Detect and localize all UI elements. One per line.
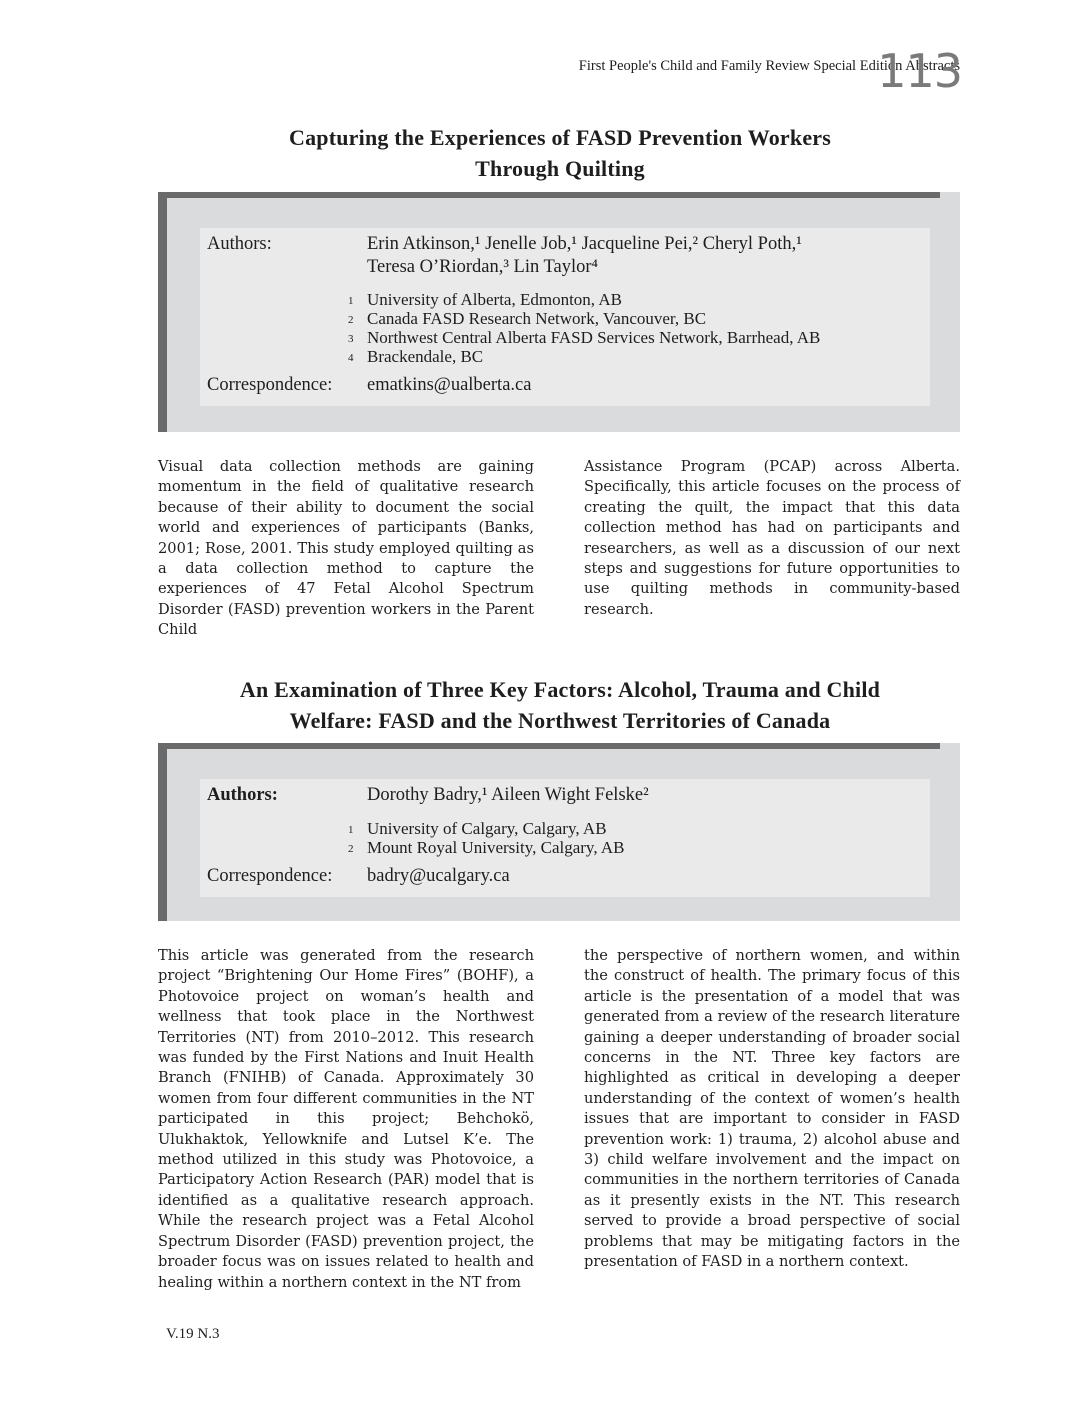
panel-left-rule bbox=[158, 743, 167, 921]
article2-body-right: the perspective of northern women, and within the construct of health. The primary focus of this article is the presentation of a model that was generated from a review of the research literature gaining a deeper understanding of broader social concerns in the NT. Three key factors are highlighted as critical in developing a deeper understanding of the context of women’s health issues that are important to consider in FASD prevention work: 1) trauma, 2) alcohol abuse and 3) child welfare involvement and the impact on communities in the northern territories of Canada as it presently exists in the NT. This research served to provide a broad perspective of social problems that may be mitigating factors in the presentation of FASD in a northern context. bbox=[584, 947, 960, 1271]
correspondence-label: Correspondence: bbox=[207, 375, 333, 395]
correspondence-label: Correspondence: bbox=[207, 866, 333, 886]
volume-footer: V.19 N.3 bbox=[166, 1326, 220, 1342]
correspondence-email[interactable]: ematkins@ualberta.ca bbox=[367, 375, 532, 395]
affiliation-number: 1 bbox=[348, 295, 354, 307]
authors-line2: Teresa O’Riordan,³ Lin Taylor⁴ bbox=[367, 257, 598, 277]
article1-info-box bbox=[200, 228, 930, 406]
authors-label: Authors: bbox=[207, 785, 278, 805]
affiliation-text: Northwest Central Alberta FASD Services Network, Barrhead, AB bbox=[367, 328, 821, 347]
affiliation-number: 3 bbox=[348, 333, 354, 345]
article1-title-line2: Through Quilting bbox=[475, 156, 645, 181]
article2-title-line1: An Examination of Three Key Factors: Alcohol, Trauma and Child bbox=[239, 677, 881, 702]
panel-top-rule bbox=[158, 192, 940, 198]
authors-label: Authors: bbox=[207, 234, 272, 254]
panel-left-rule bbox=[158, 192, 167, 432]
article1-body-left: Visual data collection methods are gaining momentum in the field of qualitative research because of their ability to document the social world and experiences of participants (Banks, 2001; Rose, 2001. This study employed quilting as a data collection method to capture the experiences of 47 Fetal Alcohol Spectrum Disorder (FASD) prevention workers in the Parent Child bbox=[158, 458, 534, 639]
article2-info-panel bbox=[158, 743, 960, 921]
panel-top-rule bbox=[158, 743, 940, 749]
correspondence-email[interactable]: badry@ucalgary.ca bbox=[367, 866, 510, 886]
running-header: First People's Child and Family Review Special Edition Abstracts bbox=[578, 58, 960, 74]
article1-body-right: Assistance Program (PCAP) across Alberta. Specifically, this article focuses on the process of creating the quilt, the impact that this data collection method has had on participants and researchers, as well as a discussion of our next steps and suggestions for future opportunities to use quilting methods in community-based research. bbox=[584, 458, 960, 618]
affiliation-text: University of Calgary, Calgary, AB bbox=[367, 819, 607, 838]
affiliation-text: Canada FASD Research Network, Vancouver, BC bbox=[367, 309, 707, 328]
affiliation-text: Mount Royal University, Calgary, AB bbox=[367, 838, 625, 857]
authors-line1: Dorothy Badry,¹ Aileen Wight Felske² bbox=[367, 785, 649, 805]
affiliation-number: 1 bbox=[348, 824, 354, 836]
affiliation-text: Brackendale, BC bbox=[367, 347, 484, 366]
affiliation-number: 2 bbox=[348, 843, 354, 855]
article2-info-box bbox=[200, 779, 930, 897]
article1-title-line1: Capturing the Experiences of FASD Prevention Workers bbox=[288, 125, 832, 150]
article1-info-panel bbox=[158, 192, 960, 432]
affiliation-number: 2 bbox=[348, 314, 354, 326]
affiliation-number: 4 bbox=[348, 352, 354, 364]
article2-title-line2: Welfare: FASD and the Northwest Territories of Canada bbox=[289, 708, 831, 733]
article2-title bbox=[140, 674, 980, 736]
page-number: 113 bbox=[877, 44, 962, 98]
authors-line1: Erin Atkinson,¹ Jenelle Job,¹ Jacqueline Pei,² Cheryl Poth,¹ bbox=[367, 234, 802, 254]
affiliation-text: University of Alberta, Edmonton, AB bbox=[367, 290, 622, 309]
article2-body-left: This article was generated from the research project “Brightening Our Home Fires” (BOHF), a Photovoice project on woman’s health and wellness that took place in the Northwest Territories (NT) from 2010–2012. This research was funded by the First Nations and Inuit Health Branch (FNIHB) of Canada. Approximately 30 women from four different communities in the NT participated in this project; Behchokö, Ulukhaktok, Yellowknife and Lutsel K’e. The method utilized in this study was Photovoice, a Participatory Action Research (PAR) model that is identified as a qualitative research approach. While the research project was a Fetal Alcohol Spectrum Disorder (FASD) prevention project, the broader focus was on issues related to health and healing within a northern context in the NT from bbox=[158, 947, 534, 1291]
article1-title bbox=[140, 122, 980, 184]
